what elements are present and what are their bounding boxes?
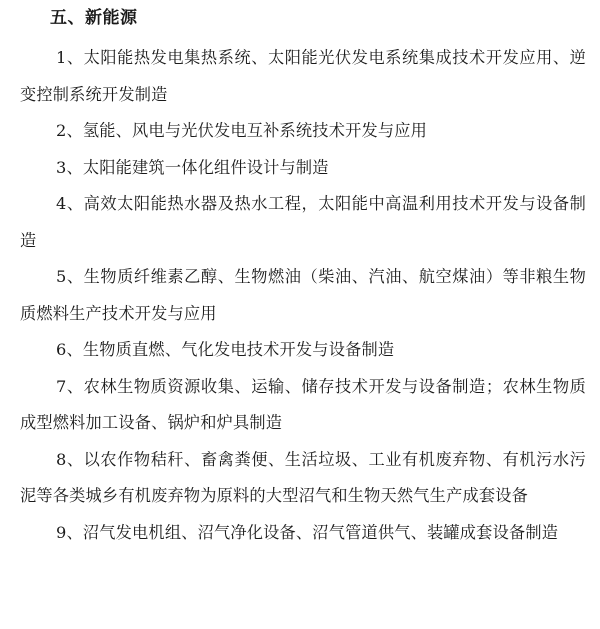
list-item-9: 9、沼气发电机组、沼气净化设备、沼气管道供气、装罐成套设备制造 bbox=[56, 522, 559, 542]
list-item-6: 6、生物质直燃、气化发电技术开发与设备制造 bbox=[56, 340, 395, 359]
list-item-5: 5、生物质纤维素乙醇、生物燃油（柴油、汽油、航空煤油）等非粮生物质燃料生产技术开发与应用 bbox=[20, 267, 586, 323]
list-item-3: 3、太阳能建筑一体化组件设计与制造 bbox=[56, 157, 329, 177]
list-item-7: 7、农林生物质资源收集、运输、储存技术开发与设备制造；农林生物质成型燃料加工设备、锅炉和炉具制造 bbox=[20, 376, 586, 432]
list-item-2: 2、氢能、风电与光伏发电互补系统技术开发与应用 bbox=[56, 121, 428, 140]
list-item-1: 1、太阳能热发电集热系统、太阳能光伏发电系统集成技术开发应用、逆变控制系统开发制造 bbox=[20, 48, 586, 104]
list-item-4: 4、高效太阳能热水器及热水工程，太阳能中高温利用技术开发与设备制造 bbox=[20, 194, 586, 250]
section-title: 五、新能源 bbox=[50, 8, 138, 28]
list-item-8: 8、以农作物秸秆、畜禽粪便、生活垃圾、工业有机废弃物、有机污水污泥等各类城乡有机废弃物为原料的大型沼气和生物天然气生产成套设备 bbox=[20, 449, 586, 505]
